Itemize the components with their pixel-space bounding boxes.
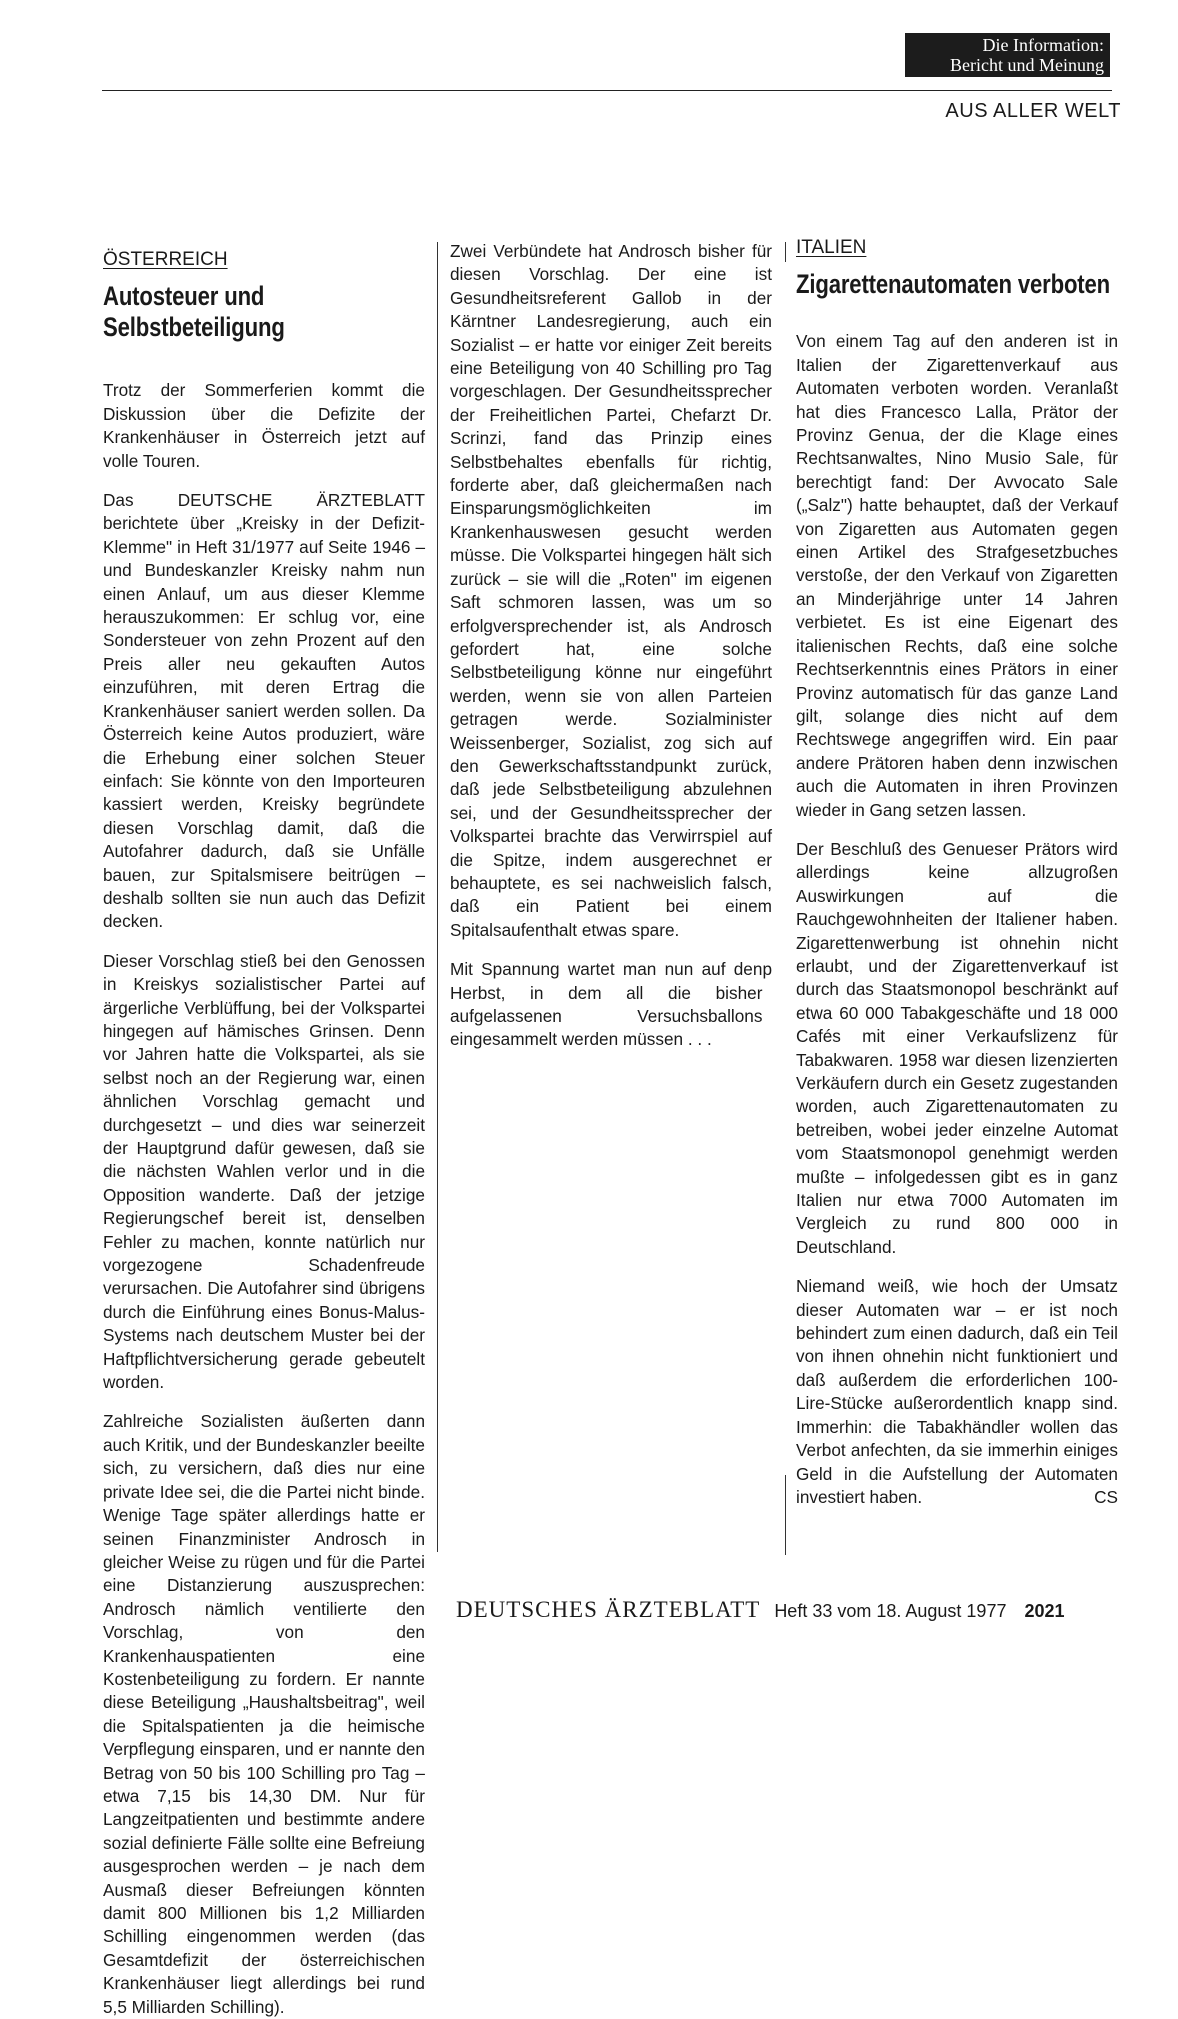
article1-closing-text: Mit Spannung wartet man nun auf den Herbst, in dem all die bisher aufgelassenen Versuchsballons eingesammelt werden müssen . . .: [450, 959, 763, 1050]
article1-author: p: [762, 959, 772, 980]
article2-closing-text: Niemand weiß, wie hoch der Umsatz dieser Automaten war – er ist noch behindert zum einen dadurch, daß ein Teil von ihnen ohnehin nicht funktioniert und daß außerdem die erforderlichen 100-Lire-Stücke außerordentlich knapp sind. Immerhin: die Tabakhändler wollen das Verbot anfechten, da sie immerhin einiges Geld in die Aufstellung der Automaten investiert haben.: [796, 1276, 1118, 1507]
article2-headline: Zigarettenautomaten verboten: [796, 269, 1111, 300]
column-2: [450, 240, 772, 1068]
issue-info: Heft 33 vom 18. August 1977: [774, 1601, 1007, 1621]
article2-paragraph: Der Beschluß des Genueser Prätors wird allerdings keine allzugroßen Auswirkungen auf die Rauchgewohnheiten der Italiener haben. Zigarettenwerbung ist ohnehin nicht erlaubt, und der Zigarettenverkauf ist durch das Staatsmonopol beschränkt auf etwa 60 000 Tabakgeschäfte und 18 000 Cafés mit einer Verkaufslizenz für Tabakwaren. 1958 war diesen lizenzierten Verkäufern durch ein Gesetz zugestanden worden, auch Zigarettenautomaten zu betreiben, wobei jeder einzelne Automat vom Staatsmonopol genehmigt werden mußte – infolgedessen gibt es in ganz Italien nur etwa 7000 Automaten im Vergleich zu rund 800 000 in Deutschland.: [796, 838, 1118, 1257]
article2-author: CS: [1094, 1486, 1118, 1507]
article1-kicker: ÖSTERREICH: [103, 249, 228, 270]
article1-paragraph: Das DEUTSCHE ÄRZTEBLATT berichtete über „Kreisky in der Defizit-Klemme" in Heft 31/1977 auf Seite 1946 – und Bundeskanzler Kreisky nahm nun einen Anlauf, um aus dieser Klemme herauszukommen: Er schlug vor, eine Sondersteuer von zehn Prozent auf den Preis aller neu gekauften Autos einzuführen, mit deren Ertrag die Krankenhäuser saniert werden sollen. Da Österreich keine Autos produziert, wäre die Erhebung einer solchen Steuer einfach: Sie könnte von den Importeuren kassiert werden, Kreisky begründete diesen Vorschlag damit, daß die Autofahrer dadurch, daß sie Unfälle bauen, zur Spitalsmisere beitrügen – deshalb sollten sie nun auch das Defizit decken.: [103, 490, 425, 932]
badge-line-1: Die Information:: [982, 35, 1104, 55]
badge-line-2: Bericht und Meinung: [950, 55, 1104, 75]
article1-headline: Autosteuer und Selbstbeteiligung: [103, 281, 285, 343]
article1-paragraph: Zahlreiche Sozialisten äußerten dann auch Kritik, und der Bundeskanzler beeilte sich, zu versichern, daß dies nur eine private Idee sei, die die Partei nicht binde. Wenige Tage später allerdings hatte er seinen Finanzminister Androsch in gleicher Weise zu rügen und für die Partei eine Distanzierung auszusprechen: Androsch nämlich ventilierte den Vorschlag, von den Krankenhauspatienten eine Kostenbeteiligung zu fordern. Er nannte diese Beteiligung „Haushaltsbeitrag", weil die Spitalspatienten ja die heimische Verpflegung einsparen, und er nannte den Betrag von 50 bis 100 Schilling pro Tag – etwa 7,15 bis 14,30 DM. Nur für Langzeitpatienten und bestimmte andere sozial definierte Fälle sollte eine Befreiung ausgesprochen werden – je nach dem Ausmaß dieser Befreiungen könnten damit 800 Millionen bis 1,2 Milliarden Schilling eingenommen werden (das Gesamtdefizit der österreichischen Krankenhäuser liegt allerdings bei rund 5,5 Milliarden Schilling).: [103, 1411, 425, 2017]
article2-closing: [796, 1275, 1118, 1509]
article1-paragraph: Dieser Vorschlag stieß bei den Genossen in Kreiskys sozialistischer Partei auf ärgerliche Verblüffung, bei der Volkspartei hingegen auf hämisches Grinsen. Denn vor Jahren hatte die Volkspartei, als sie selbst noch an der Regierung war, einen ähnlichen Vorschlag gemacht und durchgesetzt – und dies war seinerzeit der Hauptgrund dafür gewesen, daß sie die nächsten Wahlen verlor und in die Opposition wanderte. Daß der jetzige Regierungschef bereit ist, denselben Fehler zu machen, konnte natürlich nur vorgezogene Schadenfreude verursachen. Die Autofahrer sind übrigens durch die Einführung eines Bonus-Malus-Systems nach deutschem Muster bei der Haftpflichtversicherung gerade gebeutelt worden.: [103, 950, 425, 1393]
section-label: AUS ALLER WELT: [945, 100, 1121, 122]
column-divider: [785, 1475, 786, 1555]
section-badge: [905, 33, 1110, 77]
column-3: [796, 236, 1118, 1525]
article2-kicker: ITALIEN: [796, 237, 867, 258]
article1-paragraph: Zwei Verbündete hat Androsch bisher für diesen Vorschlag. Der eine ist Gesundheitsreferent Gallob in der Kärntner Landesregierung, auch ein Sozialist – er hatte vor einiger Zeit bereits eine Beteiligung von 40 Schilling pro Tag vorgeschlagen. Der Gesundheitssprecher der Freiheitlichen Partei, Chefarzt Dr. Scrinzi, fand das Prinzip eines Selbstbehaltes ebenfalls für richtig, forderte aber, daß gleichermaßen nach Einsparungsmöglichkeiten im Krankenhauswesen gesucht werden müsse. Die Volkspartei hingegen hält sich zurück – sie will die „Roten" im eigenen Saft schmoren lassen, was um so erfolgversprechender ist, als Androsch gefordert hat, eine solche Selbstbeteiligung könne nur eingeführt werden, wenn sie von allen Parteien getragen werde. Sozialminister Weissenberger, Sozialist, zog sich auf den Gewerkschaftsstandpunkt zurück, daß jede Selbstbeteiligung abzulehnen sei, und der Gesundheitssprecher der Volkspartei brachte das Verwirrspiel auf die Spitze, indem ausgerechnet er behauptete, es sei nachweislich falsch, daß ein Patient bei einem Spitalsaufenthalt etwas spare.: [450, 241, 772, 940]
article2-paragraph: Von einem Tag auf den anderen ist in Italien der Zigarettenverkauf aus Automaten verboten worden. Veranlaßt hat dies Francesco Lalla, Prätor der Provinz Genua, der die Klage eines Rechtsanwaltes, Nino Musio Sale, für berechtigt fand: Der Avvocato Sale („Salz") hatte behauptet, daß der Verkauf von Zigaretten aus Automaten gegen einen Artikel des Strafgesetzbuches verstoße, der den Verkauf von Zigaretten an Minderjährige unter 14 Jahren verbietet. Es ist eine Eigenart des italienischen Rechts, daß eine solche Rechtserkenntnis eines Prätors in einer Provinz automatisch für das ganze Land gilt, solange dies nicht auf dem Rechtswege angegriffen wird. Ein paar andere Prätoren haben denn inzwischen auch die Automaten in ihren Provinzen wieder in Gang setzen lassen.: [796, 331, 1118, 820]
column-1: [103, 240, 425, 2019]
column-divider: [437, 242, 438, 1552]
page-footer: [456, 1597, 1112, 1637]
header-rule: [102, 90, 1112, 91]
journal-name: DEUTSCHES ÄRZTEBLATT: [456, 1597, 761, 1622]
article1-closing: [450, 958, 772, 1052]
page-number: 2021: [1024, 1601, 1065, 1621]
article1-paragraph: Trotz der Sommerferien kommt die Diskussion über die Defizite der Krankenhäuser in Österreich jetzt auf volle Touren.: [103, 380, 425, 471]
column-divider: [785, 242, 786, 262]
